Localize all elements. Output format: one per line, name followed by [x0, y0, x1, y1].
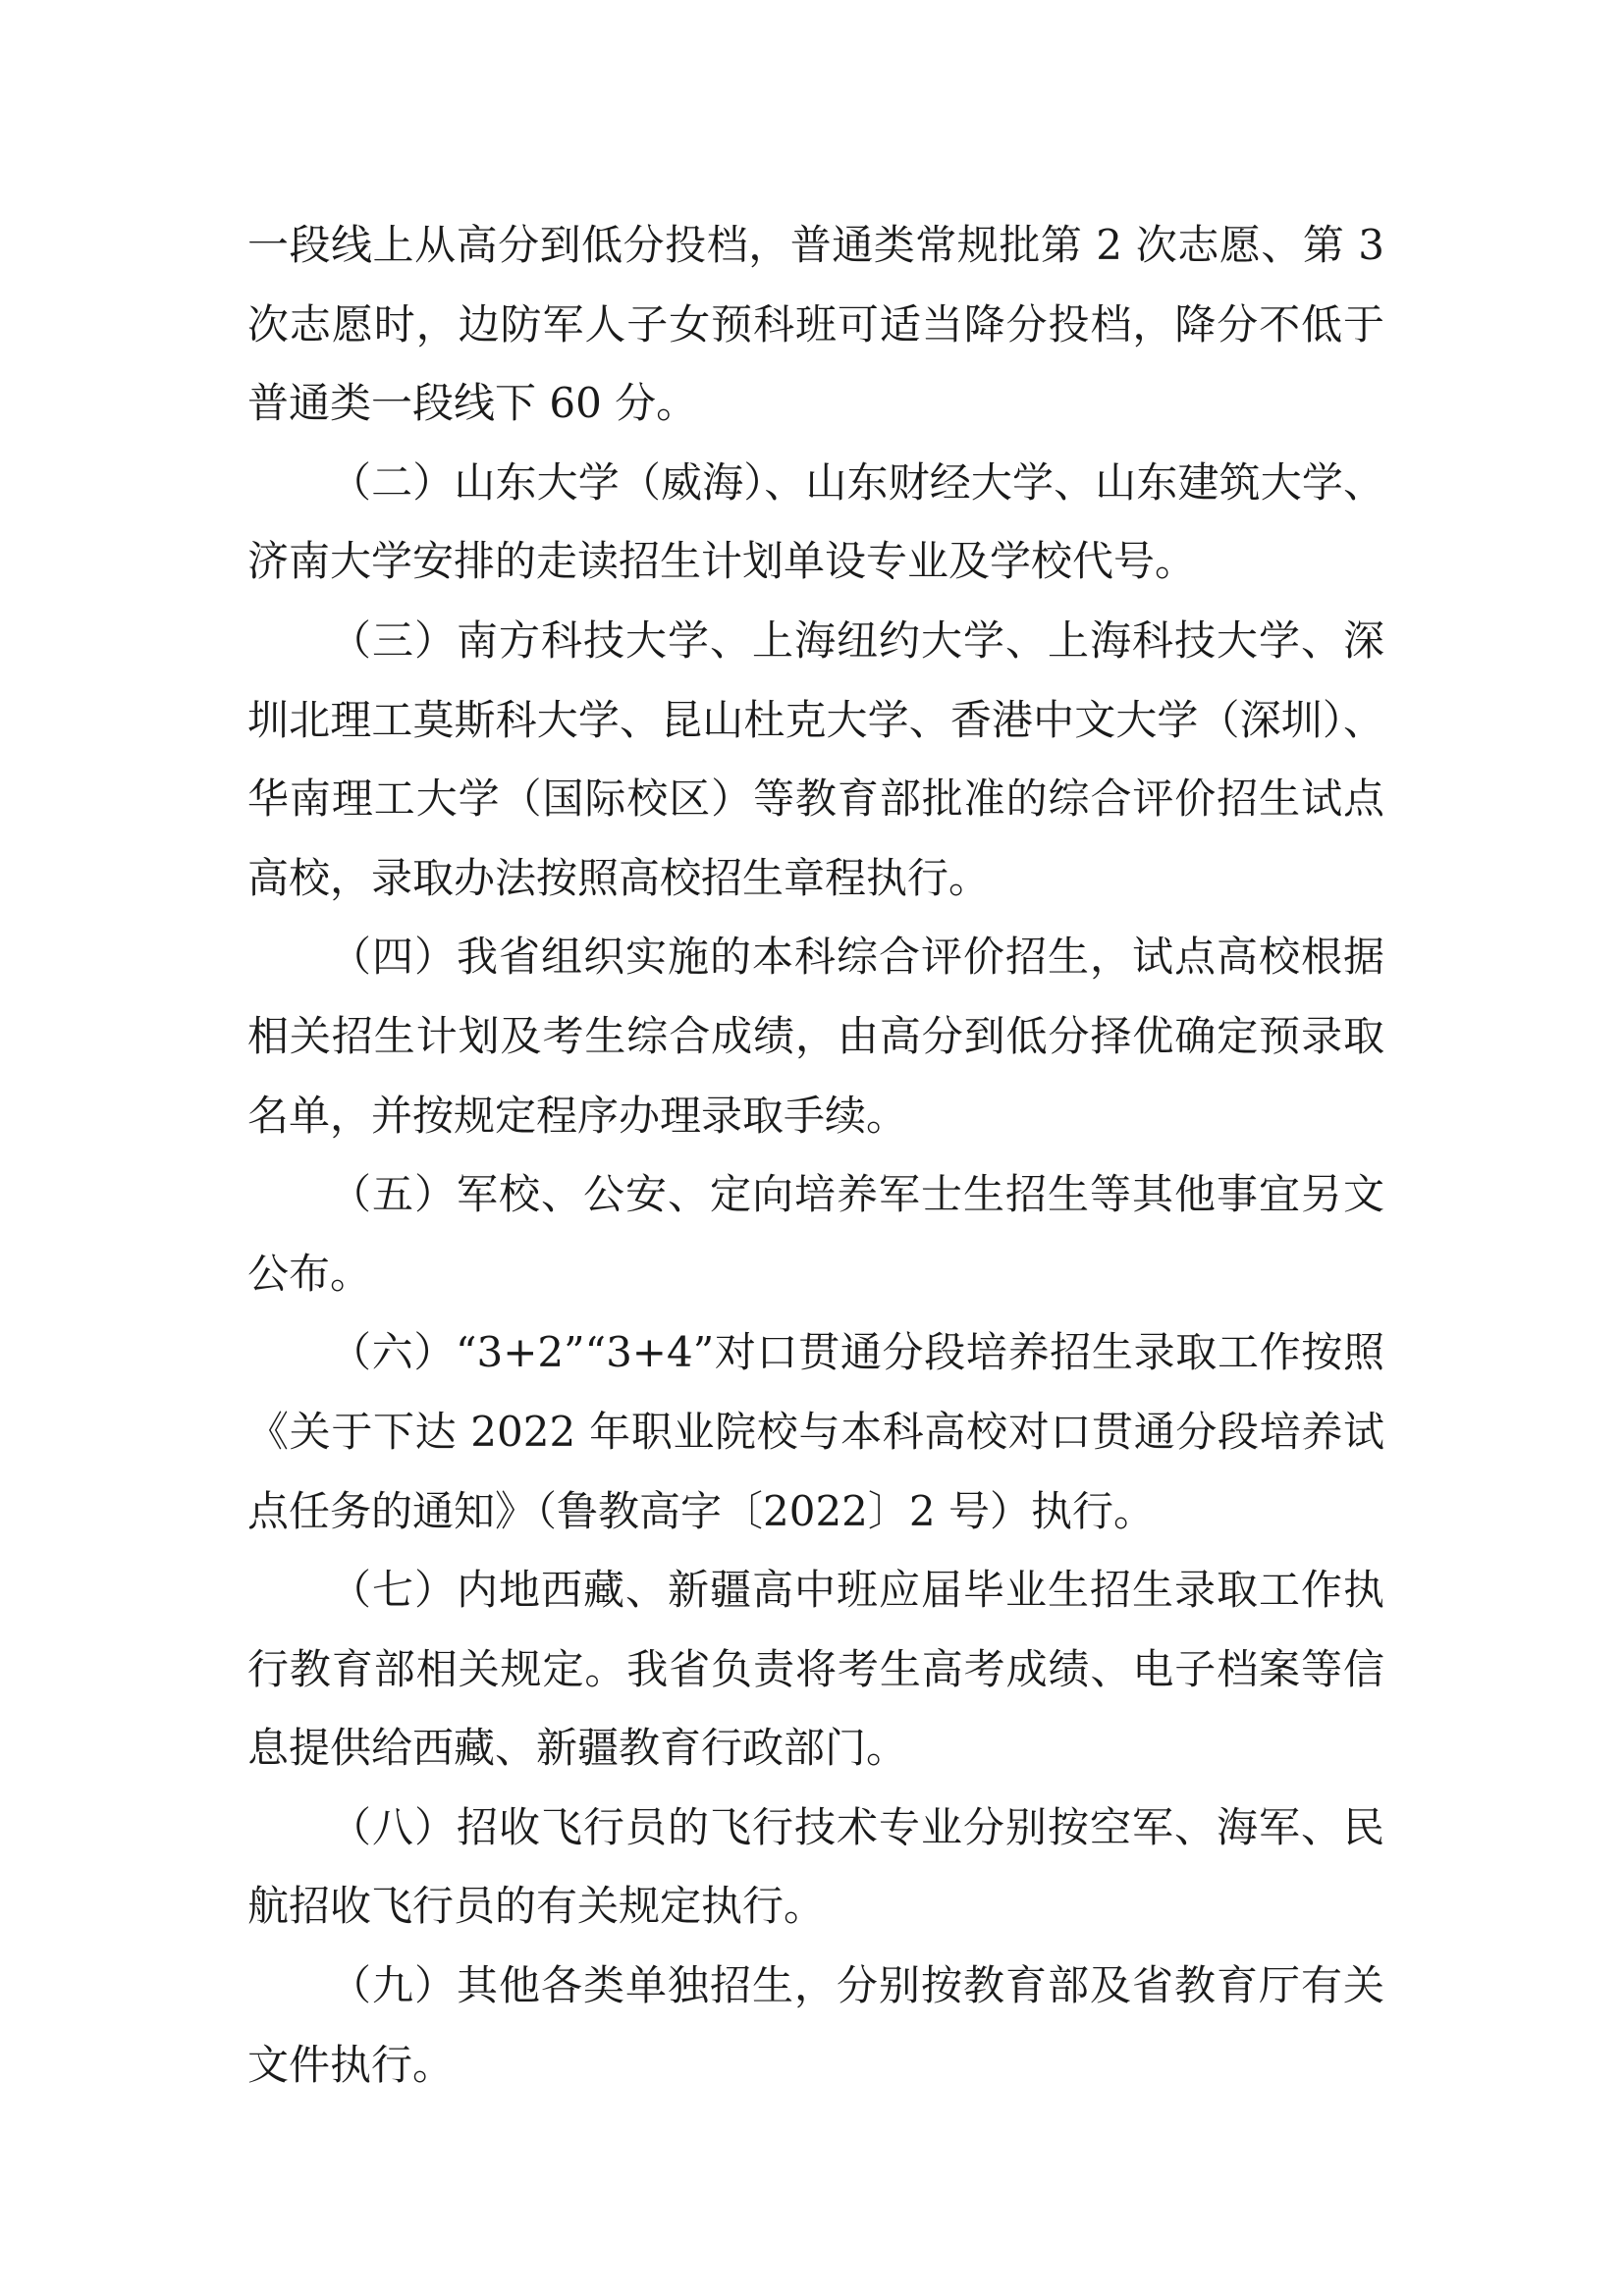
paragraph-item-5: （五）军校、公安、定向培养军士生招生等其他事宜另文公布。 — [247, 1170, 1384, 1298]
paragraph-item-9: （九）其他各类单独招生，分别按教育部及省教育厅有关文件执行。 — [247, 1961, 1384, 2089]
paragraph-item-3: （三）南方科技大学、上海纽约大学、上海科技大学、深圳北理工莫斯科大学、昆山杜克大学、香港中文大学（深圳）、华南理工大学（国际校区）等教育部批准的综合评价招生试点高校，录取办法按照高校招生章程执行。 — [247, 615, 1384, 902]
paragraph-item-7: （七）内地西藏、新疆高中班应届毕业生招生录取工作执行教育部相关规定。我省负责将考生高考成绩、电子档案等信息提供给西藏、新疆教育行政部门。 — [247, 1566, 1384, 1773]
paragraph-item-6: （六）“3+2”“3+4”对口贯通分段培养招生录取工作按照《关于下达 2022 年职业院校与本科高校对口贯通分段培养试点任务的通知》（鲁教高字〔2022〕2 号）执行。 — [247, 1328, 1384, 1535]
paragraph-item-8: （八）招收飞行员的飞行技术专业分别按空军、海军、民航招收飞行员的有关规定执行。 — [247, 1802, 1384, 1931]
paragraph-continuation: 一段线上从高分到低分投档，普通类常规批第 2 次志愿、第 3 次志愿时，边防军人子女预科班可适当降分投档，降分不低于普通类一段线下 60 分。 — [247, 221, 1384, 428]
paragraph-item-4: （四）我省组织实施的本科综合评价招生，试点高校根据相关招生计划及考生综合成绩，由高分到低分择优确定预录取名单，并按规定程序办理录取手续。 — [247, 933, 1384, 1140]
document-body — [247, 206, 1384, 2105]
paragraph-item-2: （二）山东大学（威海）、山东财经大学、山东建筑大学、济南大学安排的走读招生计划单设专业及学校代号。 — [247, 457, 1384, 586]
